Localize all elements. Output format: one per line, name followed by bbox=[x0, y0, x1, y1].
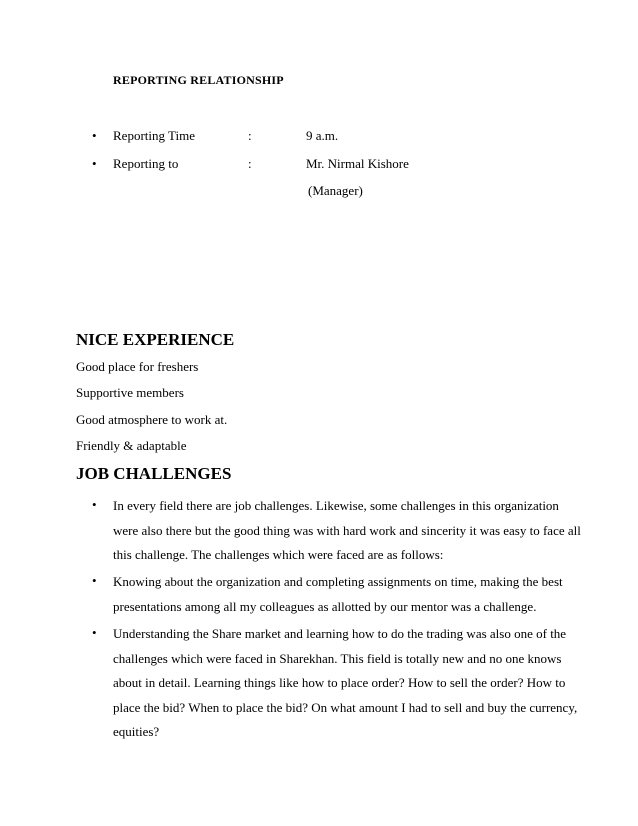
paragraph-line: about in detail. Learning things like how to place order? How to sell the order? How to bbox=[113, 675, 566, 690]
paragraph-line: equities? bbox=[113, 724, 160, 739]
challenge-paragraph bbox=[113, 570, 568, 619]
bullet-glyph: • bbox=[92, 497, 97, 512]
job-challenges-heading: JOB CHALLENGES bbox=[76, 464, 232, 483]
nice-experience-heading: NICE EXPERIENCE bbox=[76, 330, 235, 349]
experience-item: Good place for freshers bbox=[76, 359, 199, 374]
experience-item: Friendly & adaptable bbox=[76, 438, 187, 453]
paragraph-line: were also there but the good thing was with hard work and sincerity it was easy to face all bbox=[113, 522, 581, 538]
reporting-time-separator: : bbox=[248, 128, 252, 143]
experience-item: Supportive members bbox=[76, 385, 184, 400]
reporting-time-label: Reporting Time bbox=[113, 128, 195, 143]
reporting-to-separator: : bbox=[248, 156, 252, 171]
paragraph-line: challenges which were faced in Sharekhan. This field is totally new and no one knows bbox=[113, 650, 562, 666]
reporting-to-label: Reporting to bbox=[113, 156, 179, 171]
reporting-relationship-heading: REPORTING RELATIONSHIP bbox=[113, 73, 284, 87]
reporting-to-value: Mr. Nirmal Kishore bbox=[306, 156, 409, 171]
paragraph-line: place the bid? When to place the bid? On what amount I had to sell and buy the currency, bbox=[113, 699, 578, 715]
challenge-paragraph bbox=[113, 494, 581, 568]
reporting-to-role: (Manager) bbox=[308, 183, 363, 198]
paragraph-line: In every field there are job challenges. Likewise, some challenges in this organization bbox=[113, 498, 559, 513]
paragraph-line: Knowing about the organization and completing assignments on time, making the best bbox=[113, 574, 563, 589]
bullet-glyph: • bbox=[92, 156, 97, 171]
reporting-time-value: 9 a.m. bbox=[306, 128, 339, 143]
paragraph-line: presentations among all my colleagues as allotted by our mentor was a challenge. bbox=[113, 598, 537, 614]
bullet-glyph: • bbox=[92, 573, 97, 588]
bullet-glyph: • bbox=[92, 625, 97, 640]
challenge-paragraph bbox=[113, 622, 578, 745]
paragraph-line: this challenge. The challenges which were faced are as follows: bbox=[113, 547, 444, 562]
paragraph-line: Understanding the Share market and learning how to do the trading was also one of the bbox=[113, 626, 567, 641]
bullet-glyph: • bbox=[92, 128, 97, 143]
experience-item: Good atmosphere to work at. bbox=[76, 412, 228, 427]
